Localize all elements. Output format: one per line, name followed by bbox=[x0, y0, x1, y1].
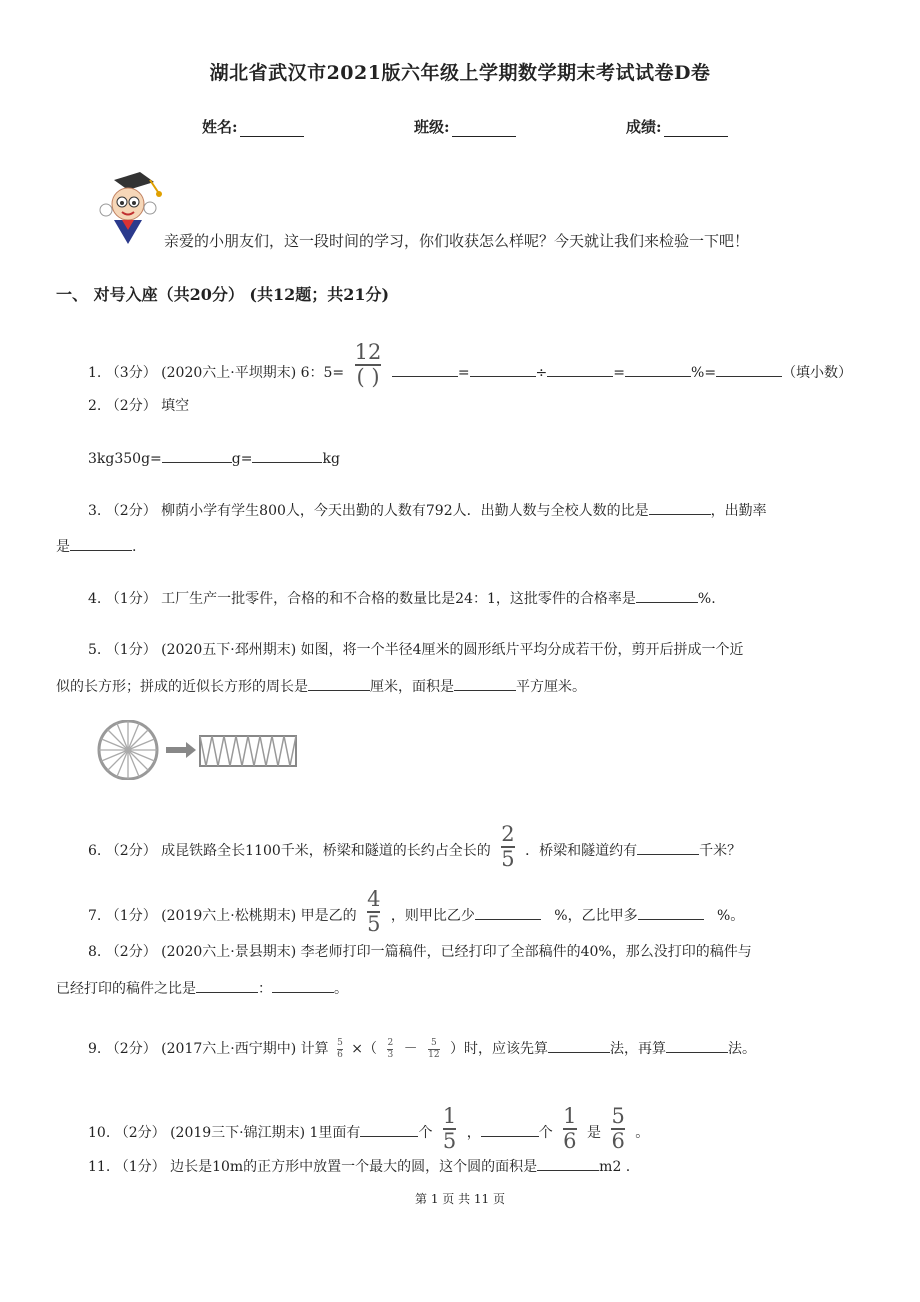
q1-fraction bbox=[355, 342, 382, 388]
q7-fraction bbox=[367, 889, 380, 935]
q2-blank-1[interactable] bbox=[162, 448, 232, 463]
q9-fraction-3 bbox=[428, 1039, 439, 1060]
q3-line2: 是 bbox=[56, 539, 70, 555]
q10-f3-den: 6 bbox=[611, 1129, 625, 1153]
q10-ge1: 个 bbox=[418, 1125, 433, 1141]
approximate-rectangle bbox=[200, 736, 296, 766]
mascot-image bbox=[92, 170, 166, 246]
q1-frac-den: ( ) bbox=[356, 365, 380, 389]
q3-line1-tail: ，出勤率 bbox=[710, 503, 767, 519]
section-heading-1: 一、 对号入座（共20分） (共12题；共21分) bbox=[56, 285, 390, 304]
question-1 bbox=[88, 340, 853, 396]
q6-mid: ．桥梁和隧道约有 bbox=[525, 843, 638, 859]
q1-blank-2[interactable] bbox=[470, 362, 536, 377]
q9-blank-2[interactable] bbox=[666, 1038, 728, 1053]
circle-to-rectangle-figure bbox=[90, 720, 302, 780]
question-5-line2 bbox=[56, 676, 586, 697]
question-4 bbox=[88, 588, 716, 609]
q1-blank-1[interactable] bbox=[392, 362, 458, 377]
class-label: 班级: bbox=[414, 118, 450, 136]
q6-frac-num: 2 bbox=[501, 822, 515, 846]
segmented-circle bbox=[99, 721, 157, 779]
q7-blank-1[interactable] bbox=[475, 905, 541, 920]
question-7 bbox=[88, 887, 745, 939]
q6-frac-den: 5 bbox=[501, 847, 515, 871]
q1-blank-3[interactable] bbox=[547, 362, 613, 377]
q1-tail: （填小数） bbox=[782, 365, 853, 381]
question-8-line2 bbox=[56, 978, 348, 999]
question-2-item bbox=[88, 448, 340, 469]
q5-blank-2[interactable] bbox=[454, 676, 516, 691]
q10-tail: 。 bbox=[635, 1125, 650, 1141]
q9-f1-num: 5 bbox=[337, 1037, 343, 1048]
score-field bbox=[626, 116, 728, 137]
q8-line2b: ： bbox=[258, 981, 272, 997]
q10-fraction-3 bbox=[611, 1106, 624, 1152]
q11-blank[interactable] bbox=[537, 1156, 599, 1171]
question-6 bbox=[88, 822, 742, 874]
q4-tail: %. bbox=[697, 591, 716, 607]
q9-lead: 9. （2分） (2017六上·西宁期中) 计算 bbox=[88, 1041, 329, 1057]
page-footer: 第 1 页 共 11 页 bbox=[415, 1192, 505, 1206]
q7-mid: ，则甲比乙少 bbox=[390, 908, 475, 924]
q1-div: ÷ bbox=[535, 365, 548, 381]
arrow-right-icon bbox=[166, 742, 196, 758]
q9-fraction-1 bbox=[337, 1039, 343, 1060]
q9-mid: ）时，应该先算 bbox=[450, 1041, 548, 1057]
question-3-line2 bbox=[56, 536, 136, 557]
q6-lead: 6. （2分） 成昆铁路全长1100千米，桥梁和隧道的长约占全长的 bbox=[88, 843, 491, 859]
q2-b: g= bbox=[231, 451, 253, 467]
q7-mid2: %，乙比甲多 bbox=[554, 908, 638, 924]
q5-blank-1[interactable] bbox=[308, 676, 370, 691]
q10-f2-num: 1 bbox=[563, 1104, 577, 1128]
q6-fraction bbox=[501, 824, 514, 870]
q2-blank-2[interactable] bbox=[252, 448, 322, 463]
q7-tail: %。 bbox=[716, 908, 745, 924]
q1-pct: %= bbox=[691, 365, 717, 381]
q3-line2-tail: . bbox=[132, 539, 137, 555]
q10-fraction-2 bbox=[563, 1106, 576, 1152]
q4-blank[interactable] bbox=[636, 588, 698, 603]
q10-comma: ， bbox=[466, 1125, 481, 1141]
q9-minus: － bbox=[403, 1041, 418, 1057]
q7-frac-den: 5 bbox=[367, 912, 381, 936]
q1-eq: = bbox=[457, 365, 470, 381]
score-blank[interactable] bbox=[664, 120, 728, 137]
question-11 bbox=[88, 1156, 630, 1177]
q10-ge2: 个 bbox=[538, 1125, 553, 1141]
q7-blank-2[interactable] bbox=[638, 905, 704, 920]
greeting-text: 亲爱的小朋友们，这一段时间的学习，你们收获怎么样呢？今天就让我们来检验一下吧！ bbox=[164, 232, 750, 250]
q9-fraction-2 bbox=[387, 1039, 393, 1060]
q9-blank-1[interactable] bbox=[548, 1038, 610, 1053]
q11-tail: m2 . bbox=[599, 1159, 631, 1175]
q9-f3-num: 5 bbox=[430, 1037, 437, 1048]
q5-line2b: 厘米，面积是 bbox=[370, 679, 454, 695]
q8-blank-1[interactable] bbox=[196, 978, 258, 993]
question-10 bbox=[88, 1104, 650, 1156]
question-2: 2. （2分） 填空 bbox=[88, 398, 190, 414]
q3-blank-1[interactable] bbox=[649, 500, 711, 515]
q10-f3-num: 5 bbox=[611, 1104, 625, 1128]
q6-tail: 千米？ bbox=[699, 843, 742, 859]
q8-line2c: 。 bbox=[334, 981, 348, 997]
question-5-line1: 5. （1分） (2020五下·邳州期末) 如图，将一个半径4厘米的圆形纸片平均分成若干份，剪开后拼成一个近 bbox=[88, 642, 744, 658]
q5-line2a: 似的长方形；拼成的近似长方形的周长是 bbox=[56, 679, 308, 695]
q10-shi: 是 bbox=[587, 1125, 601, 1141]
q8-line2a: 已经打印的稿件之比是 bbox=[56, 981, 196, 997]
question-3-line1 bbox=[88, 500, 767, 521]
q9-times: ×（ bbox=[351, 1041, 377, 1057]
q9-f2-den: 3 bbox=[387, 1049, 394, 1060]
q9-f3-den: 12 bbox=[428, 1049, 440, 1060]
q3-line1: 3. （2分） 柳荫小学有学生800人，今天出勤的人数有792人．出勤人数与全校人数的比是 bbox=[88, 503, 649, 519]
q10-f1-den: 5 bbox=[442, 1129, 457, 1153]
q11-lead: 11. （1分） 边长是10m的正方形中放置一个最大的圆，这个圆的面积是 bbox=[88, 1159, 538, 1175]
q8-blank-2[interactable] bbox=[272, 978, 334, 993]
page-title: 湖北省武汉市2021版六年级上学期数学期末考试试卷D卷 bbox=[209, 62, 711, 84]
question-8-line1: 8. （2分） (2020六上·景县期末) 李老师打印一篇稿件，已经打印了全部稿件的40%，那么没打印的稿件与 bbox=[88, 944, 752, 960]
q7-lead: 7. （1分） (2019六上·松桃期末) 甲是乙的 bbox=[88, 908, 357, 924]
q6-blank[interactable] bbox=[637, 840, 699, 855]
q5-line2c: 平方厘米。 bbox=[516, 679, 586, 695]
q1-blank-5[interactable] bbox=[716, 362, 782, 377]
q9-f2-num: 2 bbox=[387, 1037, 394, 1048]
q9-mid2: 法，再算 bbox=[610, 1041, 666, 1057]
class-blank[interactable] bbox=[452, 120, 516, 137]
q10-lead: 10. （2分） (2019三下·锦江期末) 1里面有 bbox=[88, 1125, 361, 1141]
q10-blank-2[interactable] bbox=[481, 1122, 539, 1137]
q1-lead: 1. （3分） (2020六上·平坝期末) 6：5= bbox=[88, 365, 345, 381]
q10-fraction-1 bbox=[443, 1106, 456, 1152]
name-label: 姓名: bbox=[202, 118, 238, 136]
q7-frac-num: 4 bbox=[367, 887, 381, 911]
q10-f2-den: 6 bbox=[563, 1129, 577, 1153]
question-9 bbox=[88, 1038, 756, 1060]
q10-blank-1[interactable] bbox=[360, 1122, 418, 1137]
q9-f1-den: 6 bbox=[337, 1049, 343, 1060]
q4-lead: 4. （1分） 工厂生产一批零件，合格的和不合格的数量比是24：1，这批零件的合格率是 bbox=[88, 591, 636, 607]
class-field bbox=[414, 116, 516, 137]
score-label: 成绩: bbox=[626, 118, 662, 136]
name-field bbox=[202, 116, 304, 137]
name-blank[interactable] bbox=[240, 120, 304, 137]
q1-frac-num: 12 bbox=[354, 340, 382, 364]
q1-blank-4[interactable] bbox=[625, 362, 691, 377]
q3-blank-2[interactable] bbox=[70, 536, 132, 551]
q1-eq2: = bbox=[613, 365, 626, 381]
q9-tail: 法。 bbox=[728, 1041, 756, 1057]
q10-f1-num: 1 bbox=[442, 1104, 457, 1128]
q2-a: 3kg350g= bbox=[88, 451, 162, 467]
q2-c: kg bbox=[322, 451, 340, 467]
